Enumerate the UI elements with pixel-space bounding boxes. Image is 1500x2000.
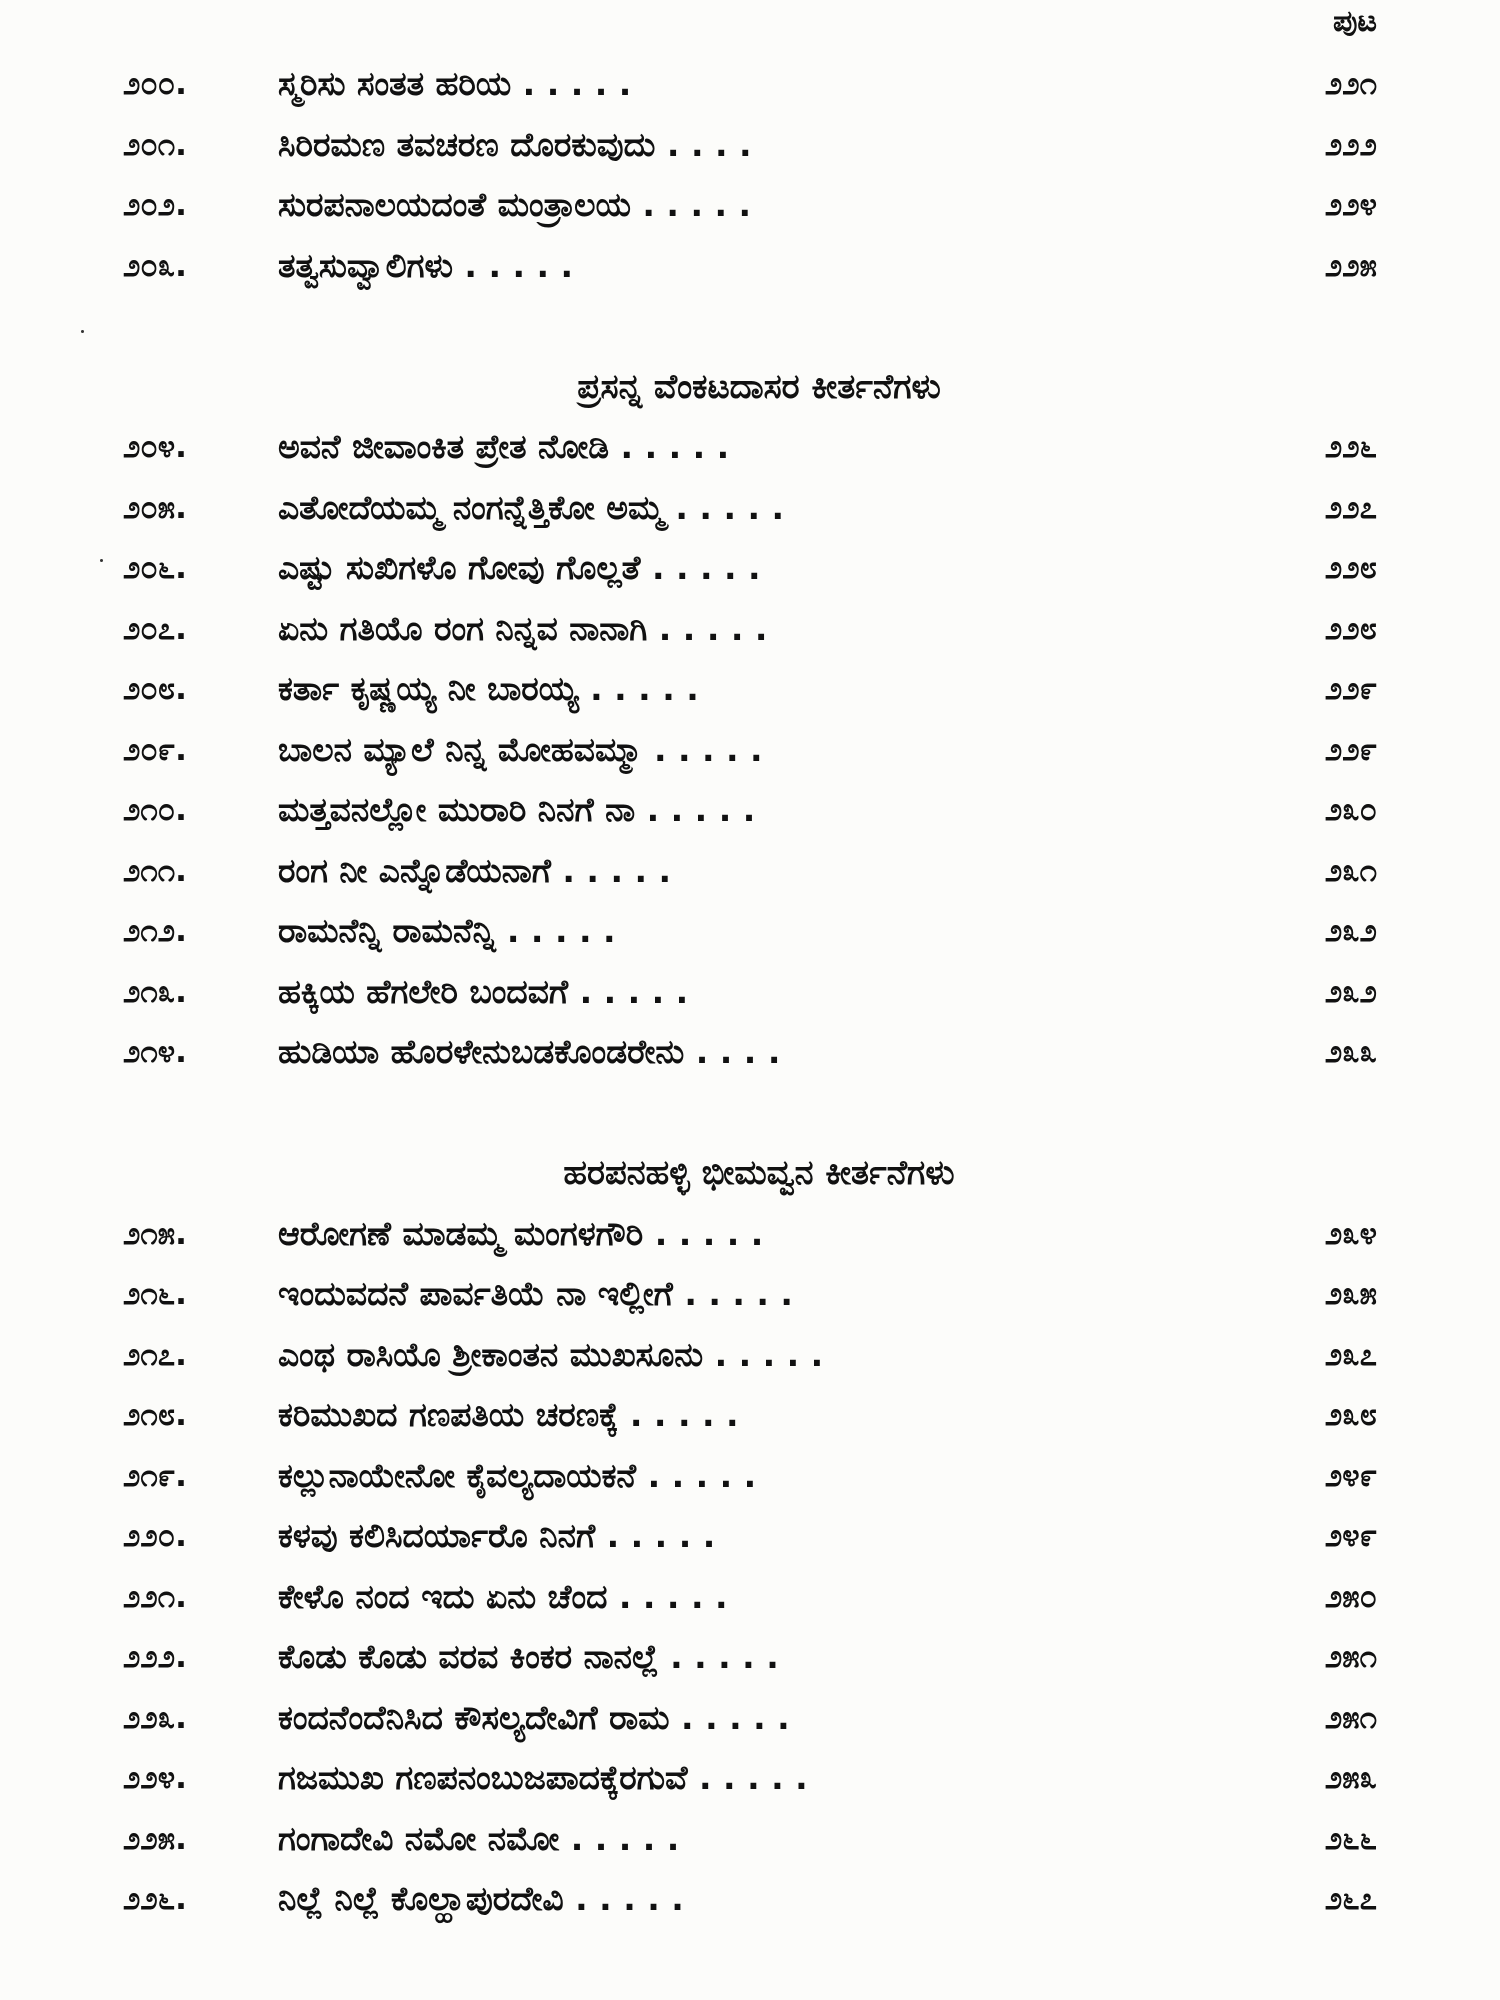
entry-title: ಅವನೆ ಜೀವಾಂಕಿತ ಪ್ರೇತ ನೋಡಿ . . . . .	[278, 427, 730, 466]
toc-entry	[0, 1688, 1500, 1749]
entry-title: ಗಂಗಾದೇವಿ ನಮೋ ನಮೋ . . . . .	[278, 1818, 680, 1858]
entry-title: ಸ್ಮರಿಸು ಸಂತತ ಹರಿಯ . . . . .	[278, 64, 632, 103]
entry-page-number: ೨೨೨	[1324, 126, 1377, 163]
toc-entry	[0, 1022, 1500, 1083]
entry-title: ಕರ್ತಾ ಕೃಷ್ಣಯ್ಯ ನೀ ಬಾರಯ್ಯ . . . . .	[278, 669, 699, 708]
entry-number: ೨೨೬.	[123, 1881, 187, 1917]
toc-entry	[0, 720, 1500, 781]
entry-page-number: ೨೩೧	[1324, 852, 1377, 889]
entry-page-number: ೨೨೪	[1324, 187, 1377, 223]
entry-page-number: ೨೩೮	[1324, 1397, 1377, 1433]
toc-entry	[0, 1325, 1500, 1386]
entry-title: ರಾಮನೆನ್ನಿ ರಾಮನೆನ್ನಿ . . . . .	[278, 911, 616, 950]
toc-entry	[0, 1506, 1500, 1567]
toc-entry	[0, 901, 1500, 962]
table-of-contents	[0, 54, 1500, 1930]
entry-title: ಕಲ್ಲುನಾಯೇನೋ ಕೈವಲ್ಯದಾಯಕನೆ . . . . .	[278, 1455, 757, 1495]
entry-page-number: ೨೨೬	[1324, 429, 1377, 465]
toc-entry	[0, 841, 1500, 902]
entry-title: ಕೊಡು ಕೊಡು ವರವ ಕಿಂಕರ ನಾನಲ್ಲೆ . . . . .	[278, 1637, 779, 1676]
toc-entry	[0, 599, 1500, 660]
toc-entry	[0, 115, 1500, 176]
toc-entry	[0, 962, 1500, 1023]
entry-page-number: ೨೩೪	[1324, 1215, 1377, 1252]
entry-title: ಏನು ಗತಿಯೊ ರಂಗ ನಿನ್ನವ ನಾನಾಗಿ . . . . .	[278, 608, 768, 648]
entry-page-number: ೨೫೩	[1324, 1760, 1377, 1796]
entry-page-number: ೨೪೯	[1324, 1457, 1377, 1494]
toc-entry	[0, 1264, 1500, 1325]
entry-page-number: ೨೫೧	[1324, 1639, 1377, 1675]
entry-page-number: ೨೩೭	[1324, 1336, 1377, 1373]
entry-page-number: ೨೨೮	[1324, 550, 1377, 586]
toc-entry	[0, 1869, 1500, 1930]
entry-page-number: ೨೨೯	[1324, 671, 1377, 707]
entry-number: ೨೨೫.	[123, 1820, 187, 1857]
entry-number: ೨೦೫.	[123, 489, 187, 526]
entry-page-number: ೨೩೫	[1324, 1276, 1377, 1312]
entry-page-number: ೨೪೯	[1324, 1518, 1377, 1554]
entry-number: ೨೧೯.	[123, 1457, 187, 1494]
entry-number: ೨೨೧.	[123, 1578, 187, 1615]
entry-number: ೨೧೨.	[123, 913, 187, 949]
toc-entry	[0, 417, 1500, 478]
entry-number: ೨೧೪.	[123, 1034, 187, 1070]
entry-number: ೨೨೩.	[123, 1699, 187, 1736]
entry-page-number: ೨೬೬	[1324, 1820, 1377, 1857]
entry-number: ೨೧೬.	[123, 1276, 187, 1312]
entry-page-number: ೨೩೩	[1324, 1034, 1377, 1070]
page-column-label: ಪುಟ	[1332, 4, 1377, 39]
entry-title: ಹುಡಿಯಾ ಹೊರಳೇನುಬಡಕೊಂಡರೇನು . . . .	[278, 1032, 781, 1071]
toc-entry	[0, 1446, 1500, 1507]
entry-page-number: ೨೩೨	[1324, 913, 1377, 949]
entry-title: ಹಕ್ಕಿಯ ಹೆಗಲೇರಿ ಬಂದವಗೆ . . . . .	[278, 971, 689, 1011]
entry-title: ಕಳವು ಕಲಿಸಿದರ್ಯಾರೊ ನಿನಗೆ . . . . .	[278, 1516, 716, 1555]
entry-number: ೨೦೨.	[123, 187, 187, 223]
toc-entry	[0, 538, 1500, 599]
entry-number: ೨೦೮.	[123, 671, 187, 707]
entry-title: ಸುರಪನಾಲಯದಂತೆ ಮಂತ್ರಾಲಯ . . . . .	[278, 185, 752, 224]
entry-number: ೨೧೮.	[123, 1397, 187, 1433]
entry-number: ೨೦೯.	[123, 731, 187, 768]
entry-title: ಎಷ್ಟು ಸುಖಿಗಳೊ ಗೋವು ಗೊಲ್ಲತೆ . . . . .	[278, 548, 761, 587]
toc-entry	[0, 54, 1500, 115]
entry-title: ಇಂದುವದನೆ ಪಾರ್ವತಿಯೆ ನಾ ಇಲ್ಲೀಗೆ . . . . .	[278, 1274, 793, 1313]
toc-entry	[0, 659, 1500, 720]
entry-page-number: ೨೫೦	[1324, 1578, 1377, 1615]
entry-number: ೨೦೧.	[123, 126, 187, 163]
entry-page-number: ೨೨೯	[1324, 731, 1377, 768]
entry-number: ೨೧೩.	[123, 973, 187, 1010]
entry-title: ಮತ್ತವನಲ್ಲೋ ಮುರಾರಿ ನಿನಗೆ ನಾ . . . . .	[278, 790, 756, 829]
toc-entry	[0, 1385, 1500, 1446]
entry-page-number: ೨೨೧	[1324, 66, 1377, 102]
entry-title: ತತ್ವಸುವ್ವಾಲಿಗಳು . . . . .	[278, 245, 574, 285]
section-heading: ಹರಪನಹಳ್ಳಿ ಭೀಮವ್ವನ ಕೀರ್ತನೆಗಳು	[563, 1153, 955, 1193]
entry-title: ಎಂಥ ರಾಸಿಯೊ ಶ್ರೀಕಾಂತನ ಮುಖಸೂನು . . . . .	[278, 1334, 824, 1374]
entry-number: ೨೦೦.	[123, 66, 187, 102]
entry-number: ೨೧೭.	[123, 1336, 187, 1373]
entry-number: ೨೧೧.	[123, 852, 187, 889]
entry-title: ಕೇಳೊ ನಂದ ಇದು ಏನು ಚೆಂದ . . . . .	[278, 1576, 728, 1616]
entry-page-number: ೨೩೦	[1324, 792, 1377, 828]
entry-page-number: ೨೩೨	[1324, 973, 1377, 1010]
entry-number: ೨೦೪.	[123, 429, 187, 465]
entry-page-number: ೨೨೭	[1324, 489, 1377, 526]
entry-number: ೨೦೬.	[123, 550, 187, 586]
entry-page-number: ೨೫೧	[1324, 1699, 1377, 1736]
entry-title: ಸಿರಿರಮಣ ತವಚರಣ ದೊರಕುವುದು . . . .	[278, 124, 752, 164]
toc-entry	[0, 1748, 1500, 1809]
entry-title: ಕಂದನೆಂದೆನಿಸಿದ ಕೌಸಲ್ಯದೇವಿಗೆ ರಾಮ . . . . .	[278, 1697, 790, 1737]
entry-number: ೨೦೭.	[123, 610, 187, 647]
entry-number: ೨೦೩.	[123, 247, 187, 284]
entry-title: ಬಾಲನ ಮ್ಯಾಲೆ ನಿನ್ನ ಮೋಹವಮ್ಮಾ . . . . .	[278, 729, 763, 769]
toc-entry	[0, 175, 1500, 236]
entry-title: ನಿಲ್ಲೆ ನಿಲ್ಲೆ ಕೊಲ್ಹಾಪುರದೇವಿ . . . . .	[278, 1879, 684, 1918]
toc-entry	[0, 780, 1500, 841]
entry-title: ಆರೋಗಣೆ ಮಾಡಮ್ಮ ಮಂಗಳಗೌರಿ . . . . .	[278, 1213, 764, 1253]
entry-page-number: ೨೨೫	[1324, 247, 1377, 284]
entry-title: ಗಜಮುಖ ಗಣಪನಂಬುಜಪಾದಕ್ಕೆರಗುವೆ . . . . .	[278, 1758, 808, 1797]
entry-number: ೨೨೦.	[123, 1518, 187, 1554]
entry-number: ೨೧೦.	[123, 792, 187, 828]
toc-entry	[0, 1809, 1500, 1870]
toc-entry	[0, 236, 1500, 297]
entry-page-number: ೨೨೮	[1324, 610, 1377, 647]
toc-entry	[0, 1627, 1500, 1688]
entry-page-number: ೨೬೭	[1324, 1881, 1377, 1917]
section-heading: ಪ್ರಸನ್ನ ವೆಂಕಟದಾಸರ ಕೀರ್ತನೆಗಳು	[577, 366, 941, 407]
toc-entry	[0, 1567, 1500, 1628]
entry-title: ಎತೋದೆಯಮ್ಮ ನಂಗನ್ನೆತ್ತಿಕೋ ಅಮ್ಮ . . . . .	[278, 487, 785, 527]
entry-title: ರಂಗ ನೀ ಎನ್ನೊಡೆಯನಾಗೆ . . . . .	[278, 850, 672, 890]
entry-number: ೨೨೪.	[123, 1760, 187, 1796]
toc-entry	[0, 478, 1500, 539]
entry-number: ೨೧೫.	[123, 1215, 187, 1252]
entry-title: ಕರಿಮುಖದ ಗಣಪತಿಯ ಚರಣಕ್ಕೆ . . . . .	[278, 1395, 739, 1434]
entry-number: ೨೨೨.	[123, 1639, 187, 1675]
toc-entry	[0, 1204, 1500, 1265]
